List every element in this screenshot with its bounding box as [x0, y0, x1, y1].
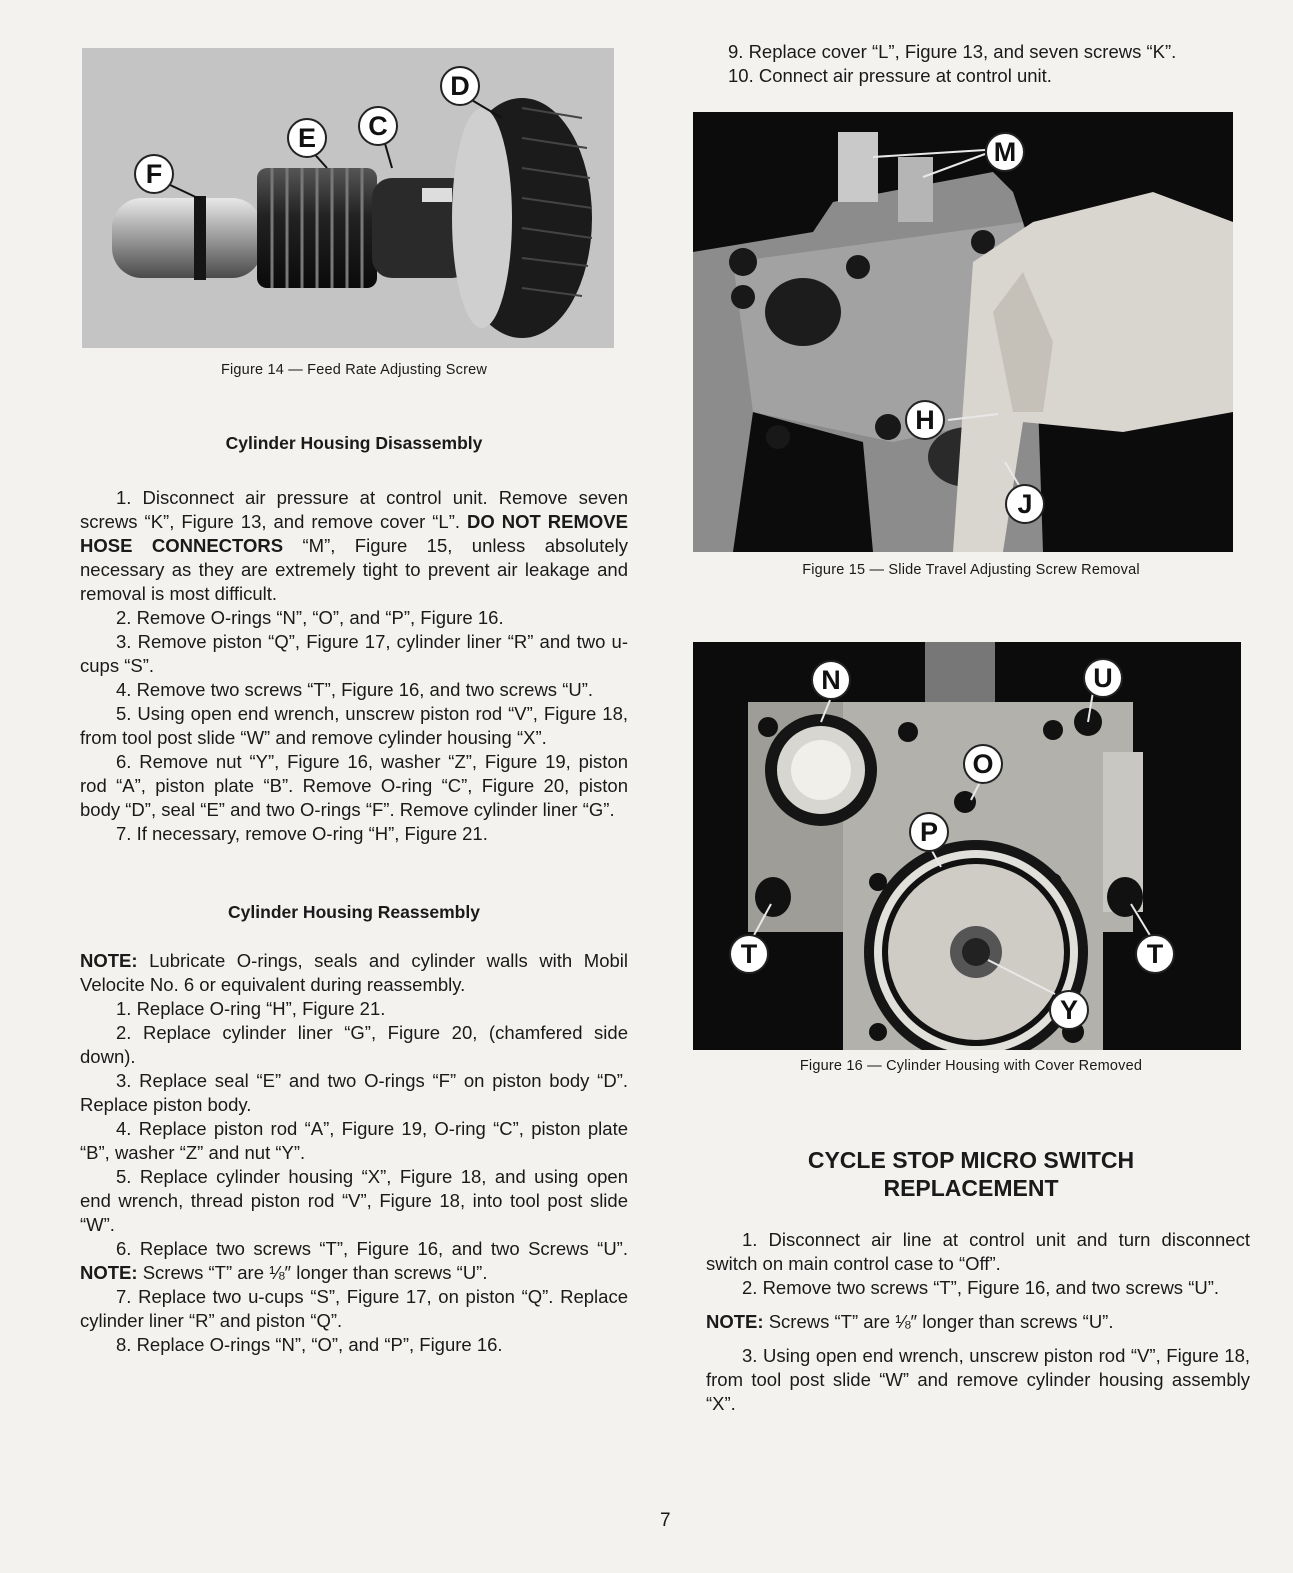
- callout-c: C: [358, 106, 398, 146]
- feed-rate-screw-illustration: [82, 48, 614, 348]
- reassembly-step-7: 7. Replace two u-cups “S”, Figure 17, on piston “Q”. Replace cylinder liner “R” and piston “Q”.: [80, 1286, 628, 1331]
- step-6-text-cont: Screws “T” are ⅛″ longer than screws “U”.: [137, 1262, 488, 1283]
- cycle-stop-note: [706, 1310, 1250, 1334]
- cycle-stop-step-2: 2. Remove two screws “T”, Figure 16, and two screws “U”.: [742, 1277, 1220, 1298]
- callout-o: O: [963, 744, 1003, 784]
- cycle-stop-section: [692, 1146, 1250, 1416]
- warning-text: DO NOT REMOVE HOSE CONNECTORS: [80, 511, 628, 556]
- note-label: NOTE:: [706, 1311, 764, 1332]
- cycle-stop-heading-line-1: CYCLE STOP MICRO SWITCH: [807, 1147, 1135, 1173]
- note-text: Screws “T” are ⅛″ longer than screws “U”.: [763, 1311, 1114, 1332]
- callout-f: F: [134, 154, 174, 194]
- callout-t-right: T: [1135, 934, 1175, 974]
- figure-16-caption: Figure 16 — Cylinder Housing with Cover Removed: [799, 1058, 1143, 1074]
- callout-j: J: [1005, 484, 1045, 524]
- left-column: [80, 40, 628, 1357]
- figure-15-caption: Figure 15 — Slide Travel Adjusting Screw Removal: [802, 562, 1140, 578]
- disassembly-step-1: [80, 486, 628, 606]
- callout-t-left: T: [729, 934, 769, 974]
- cylinder-housing-illustration: [693, 642, 1241, 1050]
- reassembly-step-6: [80, 1237, 628, 1285]
- slide-travel-screw-illustration: [693, 112, 1233, 552]
- reassembly-heading: Cylinder Housing Reassembly: [228, 902, 480, 922]
- cycle-stop-step-1: 1. Disconnect air line at control unit and turn disconnect switch on main control case to “Off”.: [706, 1229, 1250, 1274]
- page-number: 7: [660, 1510, 671, 1531]
- disassembly-step-4: 4. Remove two screws “T”, Figure 16, and two screws “U”.: [116, 679, 594, 700]
- reassembly-step-3: 3. Replace seal “E” and two O-rings “F” on piston body “D”. Replace piston body.: [80, 1070, 628, 1115]
- reassembly-steps: [80, 949, 628, 1357]
- reassembly-step-5: 5. Replace cylinder housing “X”, Figure 18, and using open end wrench, thread piston rod “V”, Figure 18, into tool post slide “W”.: [80, 1166, 628, 1235]
- figure-14-caption: Figure 14 — Feed Rate Adjusting Screw: [220, 362, 488, 378]
- figure-16-photo: [693, 642, 1241, 1050]
- callout-h: H: [905, 400, 945, 440]
- cycle-stop-step-3: 3. Using open end wrench, unscrew piston rod “V”, Figure 18, from tool post slide “W” and remove cylinder housing assembly “X”.: [706, 1345, 1250, 1414]
- reassembly-step-10: 10. Connect air pressure at control unit.: [728, 65, 1052, 86]
- disassembly-steps: [80, 486, 628, 846]
- callout-n: N: [811, 660, 851, 700]
- step-1-text-cont: “M”, Figure 15, unless absolutely necessary as they are extremely tight to prevent air leakage and removal is most difficult.: [80, 535, 628, 604]
- disassembly-step-5: 5. Using open end wrench, unscrew piston rod “V”, Figure 18, from tool post slide “W” and remove cylinder housing “X”.: [80, 703, 628, 748]
- disassembly-step-6: 6. Remove nut “Y”, Figure 16, washer “Z”, Figure 19, piston rod “A”, piston plate “B”. Remove O-ring “C”, Figure 20, piston body “D”, seal “E” and two O-rings “F”. Remove cylinder liner “G”.: [80, 751, 628, 820]
- reassembly-note: [80, 949, 628, 997]
- step-6-text: 6. Replace two screws “T”, Figure 16, and two Screws “U”.: [116, 1238, 628, 1259]
- callout-e: E: [287, 118, 327, 158]
- reassembly-step-8: 8. Replace O-rings “N”, “O”, and “P”, Figure 16.: [116, 1334, 503, 1355]
- disassembly-step-2: 2. Remove O-rings “N”, “O”, and “P”, Figure 16.: [116, 607, 504, 628]
- disassembly-heading: Cylinder Housing Disassembly: [225, 433, 483, 453]
- reassembly-step-2: 2. Replace cylinder liner “G”, Figure 20, (chamfered side down).: [80, 1022, 628, 1067]
- figure-14-photo: [82, 48, 614, 348]
- disassembly-step-7: 7. If necessary, remove O-ring “H”, Figure 21.: [116, 823, 488, 844]
- callout-d: D: [440, 66, 480, 106]
- note-label: NOTE:: [80, 1262, 138, 1283]
- note-label: NOTE:: [80, 950, 138, 971]
- reassembly-step-9: 9. Replace cover “L”, Figure 13, and seven screws “K”.: [728, 41, 1177, 62]
- note-text: Lubricate O-rings, seals and cylinder walls with Mobil Velocite No. 6 or equivalent during reassembly.: [80, 950, 628, 995]
- right-column: [692, 40, 1250, 1416]
- step-1-text: 1. Disconnect air pressure at control unit. Remove seven screws “K”, Figure 13, and remove cover “L”.: [80, 487, 628, 532]
- reassembly-step-4: 4. Replace piston rod “A”, Figure 19, O-ring “C”, piston plate “B”, washer “Z” and nut “Y”.: [80, 1118, 628, 1163]
- callout-u: U: [1083, 658, 1123, 698]
- reassembly-step-1: 1. Replace O-ring “H”, Figure 21.: [116, 998, 386, 1019]
- callout-m: M: [985, 132, 1025, 172]
- disassembly-step-3: 3. Remove piston “Q”, Figure 17, cylinder liner “R” and two u-cups “S”.: [80, 631, 628, 676]
- figure-15-photo: [693, 112, 1233, 552]
- callout-p: P: [909, 812, 949, 852]
- callout-y: Y: [1049, 990, 1089, 1030]
- cycle-stop-heading-line-2: REPLACEMENT: [883, 1175, 1059, 1201]
